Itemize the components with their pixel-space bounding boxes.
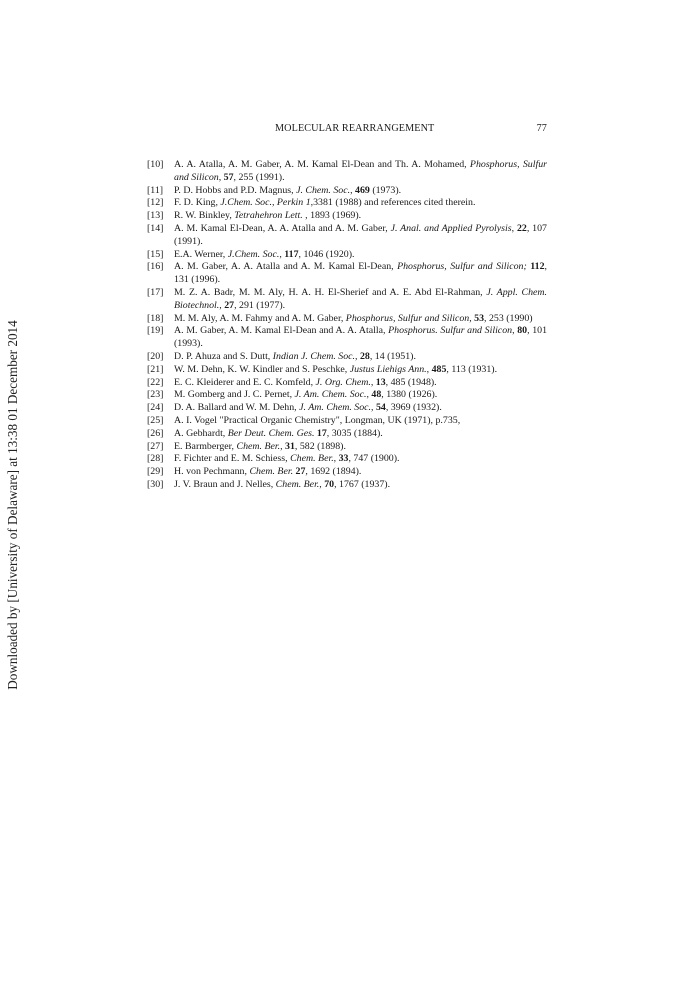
journal-name: J. Appl. Chem. Biotechnol. [174, 286, 547, 311]
reference-text [174, 223, 547, 249]
journal-name: Ber Deut. Chem. Ges. [227, 427, 315, 439]
volume-number: 31 [285, 440, 295, 452]
reference-fragment: P. D. Hobbs and P.D. Magnus, [174, 184, 297, 196]
reference-fragment: , [366, 389, 372, 401]
reference-fragment: F. D. King, [174, 197, 221, 209]
reference-text [174, 159, 547, 185]
reference-fragment: , [350, 184, 356, 196]
reference-item [147, 389, 547, 402]
reference-fragment: , 1046 (1920). [298, 248, 355, 260]
reference-number: [24] [147, 402, 164, 414]
reference-fragment: , [469, 312, 475, 324]
reference-item [147, 313, 547, 326]
volume-number: 33 [338, 453, 349, 465]
reference-item [147, 402, 547, 415]
reference-number: [16] [147, 261, 164, 273]
reference-number: [27] [147, 440, 164, 452]
reference-text [174, 287, 547, 313]
reference-fragment: A. Gebhardt, [174, 427, 228, 439]
reference-number: [19] [147, 325, 164, 337]
reference-text [174, 453, 547, 466]
reference-fragment: , 3969 (1932). [385, 402, 442, 414]
reference-item [147, 261, 547, 287]
reference-item [147, 479, 547, 492]
running-header [147, 123, 547, 139]
journal-name: J. Am. Chem. Soc. [294, 389, 367, 401]
journal-name: Phosphorus, Sulfur and Silicon [345, 312, 470, 324]
reference-fragment: A. M. Kamal El-Dean, A. A. Atalla and A. M. Gaber, [174, 222, 391, 234]
volume-number: 28 [359, 350, 370, 362]
reference-text [174, 466, 547, 479]
reference-number: [17] [147, 286, 164, 298]
reference-fragment: A. M. Gaber, A. A. Atalla and A. M. Kamal El-Dean, [174, 261, 398, 273]
reference-fragment: , [512, 325, 518, 337]
reference-number: [18] [147, 312, 164, 324]
reference-list [147, 159, 547, 492]
journal-name: Justus Liehigs Ann. [349, 363, 427, 375]
reference-text [174, 185, 547, 198]
reference-fragment: E. C. Kleiderer and E. C. Komfeld, [174, 376, 316, 388]
reference-number: [25] [147, 414, 164, 426]
journal-name: Chem. Ber. [236, 440, 281, 452]
reference-fragment: , 1692 (1894). [305, 466, 362, 478]
reference-fragment: D. P. Ahuza and S. Dutt, [174, 350, 273, 362]
volume-number: 17 [316, 427, 327, 439]
reference-fragment: , 1380 (1926). [381, 389, 438, 401]
volume-number: 57 [223, 171, 234, 183]
journal-name: J. Chem. Soc. [296, 184, 351, 196]
reference-fragment: E.A. Werner, [174, 248, 228, 260]
reference-number: [21] [147, 363, 164, 375]
reference-fragment: , [370, 376, 376, 388]
volume-number: 80 [517, 325, 528, 337]
reference-text [174, 210, 547, 223]
reference-fragment: , 747 (1900). [348, 453, 400, 465]
reference-item [147, 364, 547, 377]
reference-fragment: , 253 (1990) [484, 312, 533, 324]
reference-number: [11] [147, 184, 164, 196]
reference-fragment: H. von Pechmann, [174, 466, 250, 478]
reference-number: [23] [147, 389, 164, 401]
reference-fragment: A. I. Vogel "Practical Organic Chemistry", Longman, UK (1971), p.735, [174, 414, 461, 426]
reference-text [174, 402, 547, 415]
reference-text [174, 249, 547, 262]
reference-fragment: , 107 (1991). [174, 222, 547, 247]
reference-text [174, 364, 547, 377]
reference-text [174, 415, 547, 428]
reference-fragment: R. W. Binkley, [174, 210, 235, 222]
reference-fragment: , 1893 (1969). [302, 210, 362, 222]
volume-number: 48 [371, 389, 382, 401]
journal-name: J.Chem. Soc., Perkin 1 [220, 197, 311, 209]
reference-fragment: , [319, 478, 325, 490]
reference-fragment: , 131 (1996). [174, 261, 548, 286]
reference-item [147, 325, 547, 351]
journal-name: J. Am. Chem. Soc. [299, 402, 372, 414]
reference-fragment: E. Barmberger, [174, 440, 237, 452]
journal-name: Chem. Ber. [275, 478, 320, 490]
reference-number: [14] [147, 222, 164, 234]
journal-name: Phosphorus, Sulfur and Silicon [174, 159, 547, 183]
reference-fragment: F. Fichter and E. M. Schiess, [174, 453, 291, 465]
volume-number: 469 [355, 184, 370, 196]
reference-item [147, 210, 547, 223]
watermark-text: Downloaded by [University of Delaware] at 13:38 01 December 2014 [5, 320, 21, 690]
reference-number: [10] [147, 159, 164, 170]
reference-fragment: , [511, 222, 517, 234]
reference-item [147, 223, 547, 249]
reference-item [147, 415, 547, 428]
reference-fragment: , 101 (1993). [174, 325, 548, 350]
reference-number: [28] [147, 453, 164, 465]
reference-text [174, 428, 547, 441]
reference-fragment: W. M. Dehn, K. W. Kindler and S. Peschke, [174, 363, 350, 375]
download-watermark [5, 320, 21, 690]
volume-number: 53 [474, 312, 485, 324]
reference-fragment: , 1767 (1937). [334, 478, 391, 490]
reference-text [174, 197, 547, 210]
reference-fragment: , 255 (1991). [233, 171, 285, 183]
reference-text [174, 351, 547, 364]
reference-number: [29] [147, 466, 164, 478]
reference-fragment: (1973). [369, 184, 402, 196]
reference-fragment: M. Z. A. Badr, M. M. Aly, H. A. H. El-Sherief and A. E. Abd El-Rahman, [174, 286, 487, 298]
volume-number: 117 [284, 248, 299, 260]
reference-fragment: A. A. Atalla, A. M. Gaber, A. M. Kamal El-Dean and Th. A. Mohamed, [174, 159, 470, 170]
reference-fragment: , [218, 171, 224, 183]
reference-number: [30] [147, 478, 164, 490]
reference-text [174, 389, 547, 402]
reference-text [174, 377, 547, 390]
volume-number: 22 [516, 222, 527, 234]
reference-item [147, 351, 547, 364]
reference-fragment: , 291 (1977). [234, 299, 286, 311]
reference-fragment: , 3035 (1884). [326, 427, 383, 439]
reference-item [147, 428, 547, 441]
reference-number: [13] [147, 210, 164, 222]
reference-item [147, 377, 547, 390]
reference-number: [22] [147, 376, 164, 388]
reference-fragment: , [426, 363, 432, 375]
reference-item [147, 159, 547, 185]
reference-item [147, 466, 547, 479]
journal-name: Phosphorus. Sulfur and Silicon [388, 325, 513, 337]
volume-number: 70 [324, 478, 335, 490]
reference-item [147, 441, 547, 454]
reference-fragment: , 485 (1948). [385, 376, 437, 388]
journal-name: Phosphorus, Sulfur and Silicon; [397, 261, 527, 273]
reference-text [174, 325, 547, 351]
reference-item [147, 249, 547, 262]
reference-text [174, 479, 547, 492]
journal-name: J.Chem. Soc. [227, 248, 280, 260]
reference-item [147, 197, 547, 210]
journal-name: Chem. Ber. [290, 453, 334, 465]
volume-number: 54 [375, 402, 386, 414]
reference-text [174, 441, 547, 454]
journal-name: Chem. Ber. [249, 466, 294, 478]
reference-fragment: , 14 (1951). [369, 350, 416, 362]
reference-fragment: A. M. Gaber, A. M. Kamal El-Dean and A. A. Atalla, [174, 325, 389, 337]
reference-item [147, 185, 547, 198]
reference-fragment: , [280, 440, 286, 452]
reference-fragment: , [371, 402, 376, 414]
journal-name: J. Org. Chem. [315, 376, 371, 388]
volume-number: 485 [431, 363, 447, 375]
reference-fragment: D. A. Ballard and W. M. Dehn, [174, 402, 300, 414]
reference-fragment: J. V. Braun and J. Nelles, [174, 478, 276, 490]
volume-number: 27 [295, 466, 306, 478]
volume-number: 13 [375, 376, 386, 388]
reference-fragment: , 582 (1898). [294, 440, 346, 452]
reference-fragment: M. M. Aly, A. M. Fahmy and A. M. Gaber, [174, 312, 346, 324]
reference-fragment: , 113 (1931). [446, 363, 498, 375]
reference-fragment: , [219, 299, 225, 311]
reference-number: [15] [147, 248, 164, 260]
reference-number: [20] [147, 350, 164, 362]
reference-item [147, 453, 547, 466]
reference-text [174, 261, 547, 287]
volume-number: 27 [224, 299, 235, 311]
reference-number: [12] [147, 197, 164, 209]
reference-fragment: , [333, 453, 339, 465]
journal-name: Tetrahehron Lett. [234, 210, 303, 222]
journal-name: J. Anal. and Applied Pyrolysis [390, 222, 512, 234]
reference-fragment: , [355, 350, 360, 362]
reference-text [174, 313, 547, 326]
reference-number: [26] [147, 427, 164, 439]
page-number: 77 [536, 123, 547, 134]
journal-name: Indian J. Chem. Soc. [272, 350, 356, 362]
running-title: MOLECULAR REARRANGEMENT [275, 123, 435, 134]
reference-fragment: , [279, 248, 285, 260]
reference-item [147, 287, 547, 313]
volume-number: 112 [530, 261, 545, 273]
reference-fragment: ,3381 (1988) and references cited therein. [310, 197, 476, 209]
reference-fragment: M. Gomberg and J. C. Pernet, [174, 389, 295, 401]
